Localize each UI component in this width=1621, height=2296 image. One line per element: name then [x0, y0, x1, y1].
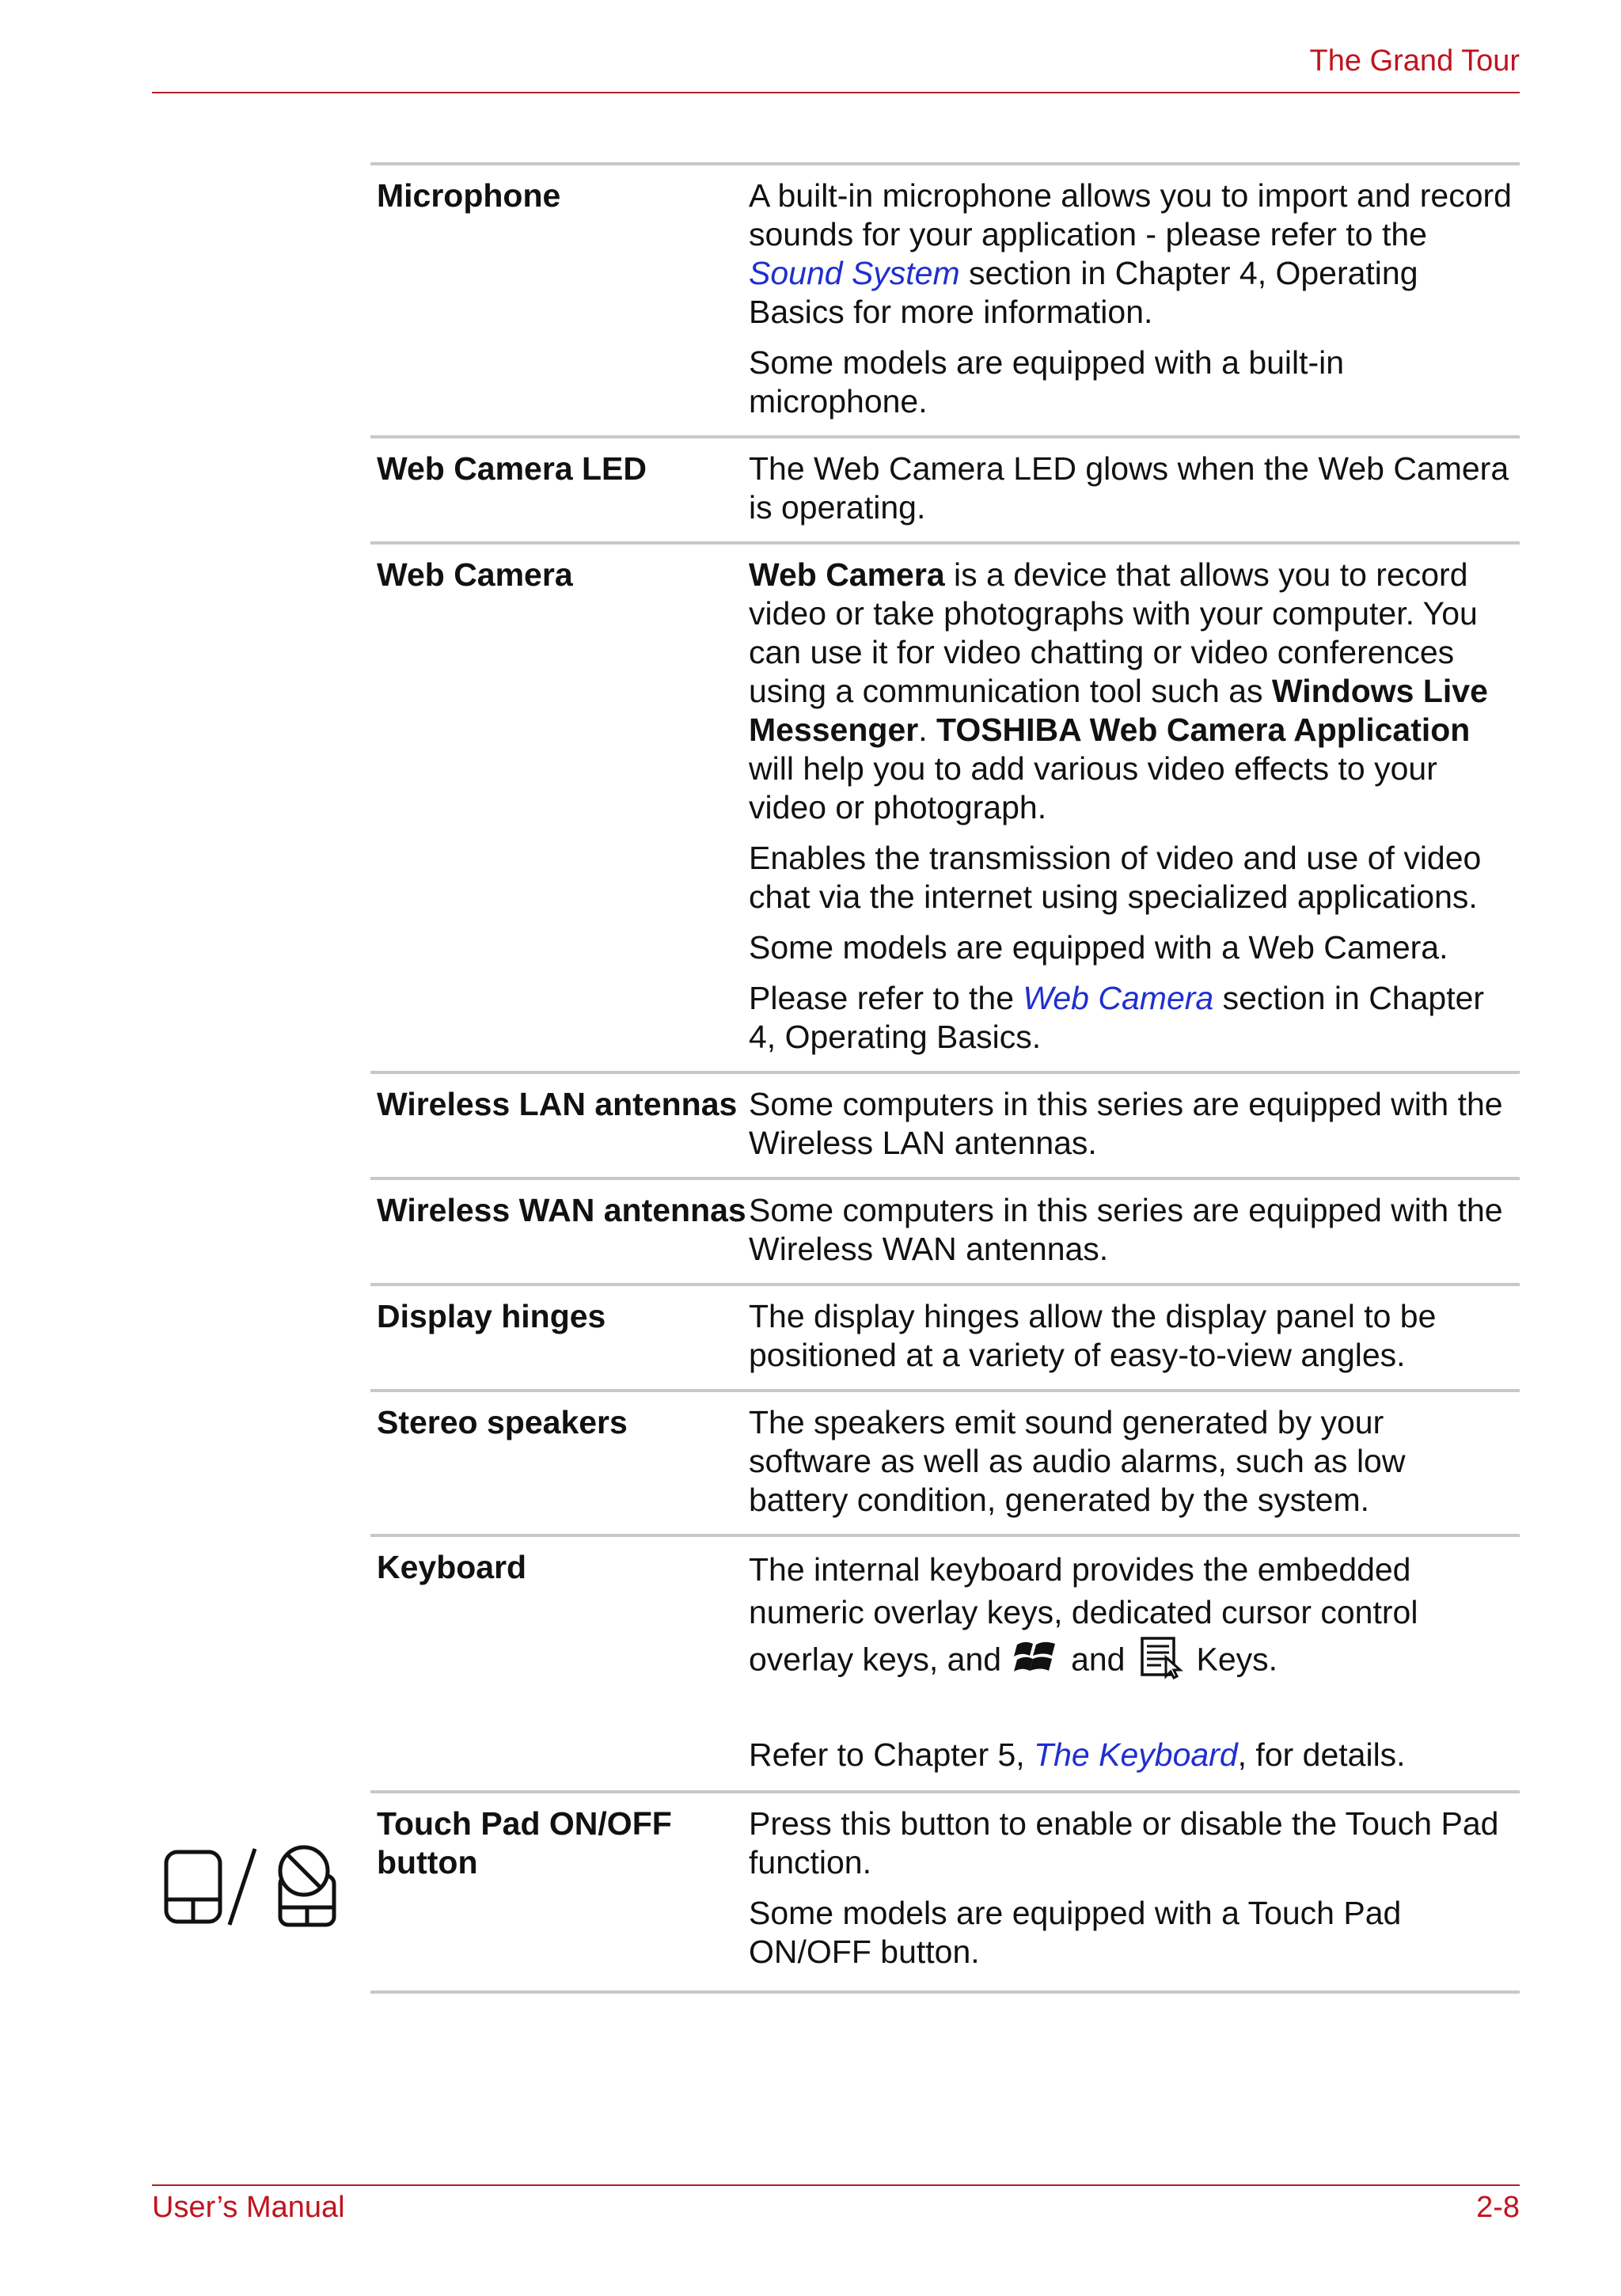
term-web-camera-led: Web Camera LED	[377, 450, 647, 487]
desc-web-camera	[749, 556, 1520, 1057]
table-row-stereo-speakers	[370, 1392, 1520, 1537]
application-key-icon	[1137, 1634, 1183, 1690]
paragraph: Some computers in this series are equipped with the Wireless LAN antennas.	[749, 1086, 1503, 1161]
desc-wireless-lan	[749, 1085, 1520, 1163]
text: Refer to Chapter 5,	[749, 1736, 1034, 1773]
term-web-camera: Web Camera	[377, 556, 573, 593]
table-row-keyboard	[370, 1537, 1520, 1793]
table-row-web-camera-led	[370, 438, 1520, 545]
paragraph: Some computers in this series are equipped with the Wireless WAN antennas.	[749, 1192, 1503, 1267]
text: A built-in microphone allows you to import and record sounds for your application - please refer to the	[749, 177, 1512, 252]
term-keyboard: Keyboard	[377, 1549, 527, 1585]
desc-microphone	[749, 176, 1520, 421]
desc-keyboard	[749, 1548, 1520, 1776]
desc-stereo-speakers	[749, 1403, 1520, 1520]
page-footer	[152, 2184, 1520, 2233]
text: , for details.	[1237, 1736, 1406, 1773]
paragraph	[749, 979, 1512, 1057]
table-row-microphone	[370, 165, 1520, 438]
paragraph: Enables the transmission of video and use of video chat via the internet using specialized applications.	[749, 840, 1482, 915]
table-row-display-hinges	[370, 1286, 1520, 1392]
link-web-camera[interactable]: Web Camera	[1023, 980, 1214, 1016]
text: section in Chapter 4, Operating Basics.	[749, 980, 1485, 1055]
term-wireless-lan: Wireless LAN antennas	[377, 1086, 738, 1122]
desc-display-hinges	[749, 1297, 1520, 1375]
text: and	[1071, 1641, 1126, 1678]
paragraph: Some models are equipped with a Touch Pad ON/OFF button.	[749, 1895, 1402, 1970]
link-the-keyboard[interactable]: The Keyboard	[1034, 1736, 1238, 1773]
text: will help you to add various video effects to your video or photograph.	[749, 750, 1437, 825]
paragraph: The Web Camera LED glows when the Web Camera is operating.	[749, 450, 1509, 526]
windows-key-icon	[1014, 1637, 1058, 1687]
text: section in Chapter 4, Operating Basics for more information.	[749, 255, 1418, 330]
term-microphone: Microphone	[377, 177, 561, 214]
paragraph: Some models are equipped with a built-in microphone.	[749, 344, 1345, 419]
paragraph: The speakers emit sound generated by your software as well as audio alarms, such as low battery condition, generated by the system.	[749, 1404, 1406, 1518]
paragraph	[749, 556, 1512, 827]
page-number: 2-8	[1476, 2191, 1520, 2224]
term-stereo-speakers: Stereo speakers	[377, 1404, 628, 1440]
touchpad-on-off-icon	[161, 1839, 344, 1934]
page-header	[152, 43, 1520, 93]
manual-title: User’s Manual	[152, 2191, 345, 2224]
bold-text: Windows Live Messenger	[749, 673, 1488, 748]
table-row-web-camera	[370, 545, 1520, 1074]
table-row-touch-pad	[370, 1793, 1520, 1994]
text: is a device that allows you to record video or take photographs with your computer. You can use it for video chatting or video conferences using a communication tool such as	[749, 556, 1478, 709]
chapter-title: The Grand Tour	[1309, 44, 1520, 78]
desc-web-camera-led	[749, 450, 1520, 527]
text: Keys.	[1196, 1641, 1278, 1678]
desc-wireless-wan	[749, 1191, 1520, 1269]
paragraph	[749, 176, 1512, 332]
table-row-wireless-lan	[370, 1074, 1520, 1180]
bold-text: Web Camera	[749, 556, 945, 593]
text: Please refer to the	[749, 980, 1023, 1016]
text: .	[918, 712, 937, 748]
term-wireless-wan: Wireless WAN antennas	[377, 1192, 746, 1228]
bold-text: TOSHIBA Web Camera Application	[936, 712, 1471, 748]
term-display-hinges: Display hinges	[377, 1298, 606, 1334]
paragraph	[749, 1548, 1512, 1690]
paragraph: Press this button to enable or disable the Touch Pad function.	[749, 1805, 1499, 1880]
feature-table	[370, 162, 1520, 1994]
table-row-wireless-wan	[370, 1180, 1520, 1286]
link-sound-system[interactable]: Sound System	[749, 255, 960, 291]
paragraph	[749, 1733, 1512, 1776]
desc-touch-pad	[749, 1805, 1520, 1972]
text: The internal keyboard provides the embedded numeric overlay keys, dedicated cursor control overlay keys, and	[749, 1551, 1418, 1678]
term-touch-pad: Touch Pad ON/OFF button	[377, 1805, 672, 1880]
paragraph: Some models are equipped with a Web Camera.	[749, 929, 1448, 966]
paragraph: The display hinges allow the display panel to be positioned at a variety of easy-to-view angles.	[749, 1298, 1437, 1373]
